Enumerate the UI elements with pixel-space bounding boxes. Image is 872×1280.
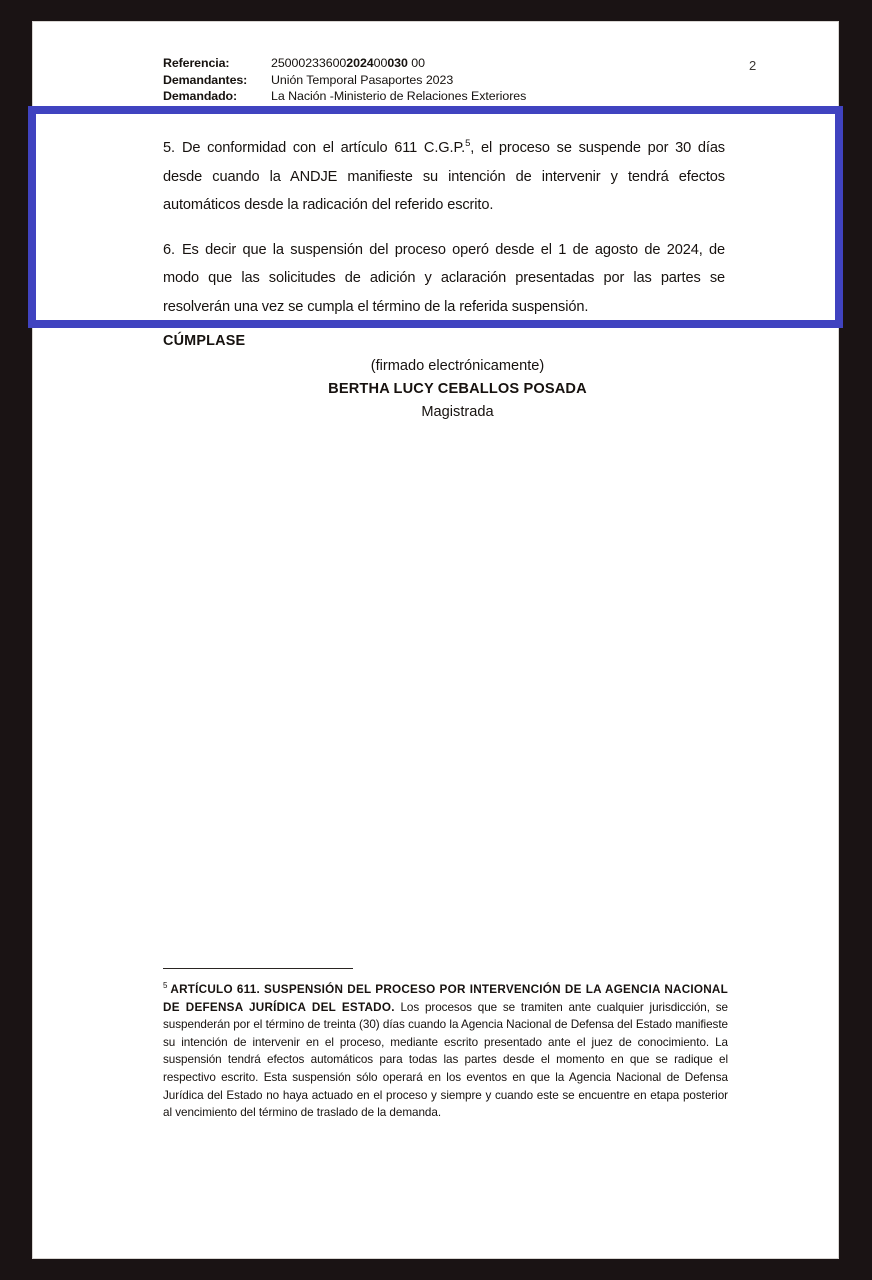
header-value-demandado: La Nación -Ministerio de Relaciones Exteriores — [271, 89, 527, 103]
footnote-heading: ARTÍCULO 611. SUSPENSIÓN DEL PROCESO POR INTERVENCIÓN DE LA AGENCIA NACIONAL DE DEFENSA JURÍDICA DEL ESTADO. — [163, 983, 728, 1014]
electronic-signature-note: (firmado electrónicamente) — [370, 358, 545, 374]
referencia-suffix: 00 — [407, 56, 425, 70]
paragraph-5-number: 5. — [163, 140, 175, 156]
referencia-sequence: 030 — [387, 56, 408, 70]
referencia-year: 2024 — [346, 56, 374, 70]
paragraph-6-number: 6. — [163, 241, 175, 258]
page-number: 2 — [749, 58, 757, 73]
paragraph-6 — [163, 236, 725, 322]
signer-name: BERTHA LUCY CEBALLOS POSADA — [328, 381, 587, 397]
document-header — [163, 55, 763, 105]
footnote-body: Los procesos que se tramiten ante cualquier jurisdicción, se suspenderán por el término de treinta (30) días cuando la Agencia Nacional de Defensa del Estado manifieste su intención de intervenir en el proceso, mediante escrito presentado ante el juez de conocimiento. La suspensión tendrá efectos automáticos para todas las partes desde el momento en que se radique el respectivo escrito. Esta suspensión sólo operará en los eventos en que la Agencia Nacional de Defensa Jurídica del Estado no haya actuado en el proceso y siempre y cuando este se encuentre en etapa posterior al vencimiento del término de traslado de la demanda. — [163, 1000, 728, 1120]
body-text — [163, 134, 725, 321]
signature-block — [163, 355, 752, 424]
header-label-referencia: Referencia: — [163, 56, 230, 70]
footnote-separator-rule — [163, 968, 353, 969]
signer-role: Magistrada — [421, 404, 494, 420]
footnote-reference-5: 5 — [465, 138, 471, 150]
header-label-demandado: Demandado: — [163, 89, 238, 103]
paragraph-5-text-before: De conformidad con el artículo 611 C.G.P. — [181, 140, 466, 156]
header-label-demandantes: Demandantes: — [163, 72, 248, 87]
paragraph-6-text: Es decir que la suspensión del proceso operó desde el 1 de agosto de 2024, de modo que las solicitudes de adición y aclaración presentadas por las partes se resolverán una vez se cumpla el término de la referida suspensión. — [163, 241, 725, 315]
header-row-demandado — [163, 88, 763, 105]
header-row-demandantes — [163, 72, 763, 89]
cumplase-heading: CÚMPLASE — [163, 333, 246, 349]
footnote-5 — [163, 981, 728, 1122]
referencia-mid: 00 — [373, 56, 388, 70]
paragraph-5 — [163, 134, 725, 220]
header-value-demandantes: Unión Temporal Pasaportes 2023 — [271, 72, 454, 87]
footnote-marker: 5 — [163, 981, 168, 991]
header-value-referencia — [271, 55, 425, 72]
header-row-referencia — [163, 55, 763, 72]
paragraph-5-text-after: , el proceso se suspende por 30 días desde cuando la ANDJE manifieste su intención de intervenir y tendrá efectos automáticos desde la radicación del referido escrito. — [163, 140, 725, 213]
referencia-prefix: 25000233600 — [271, 56, 347, 70]
